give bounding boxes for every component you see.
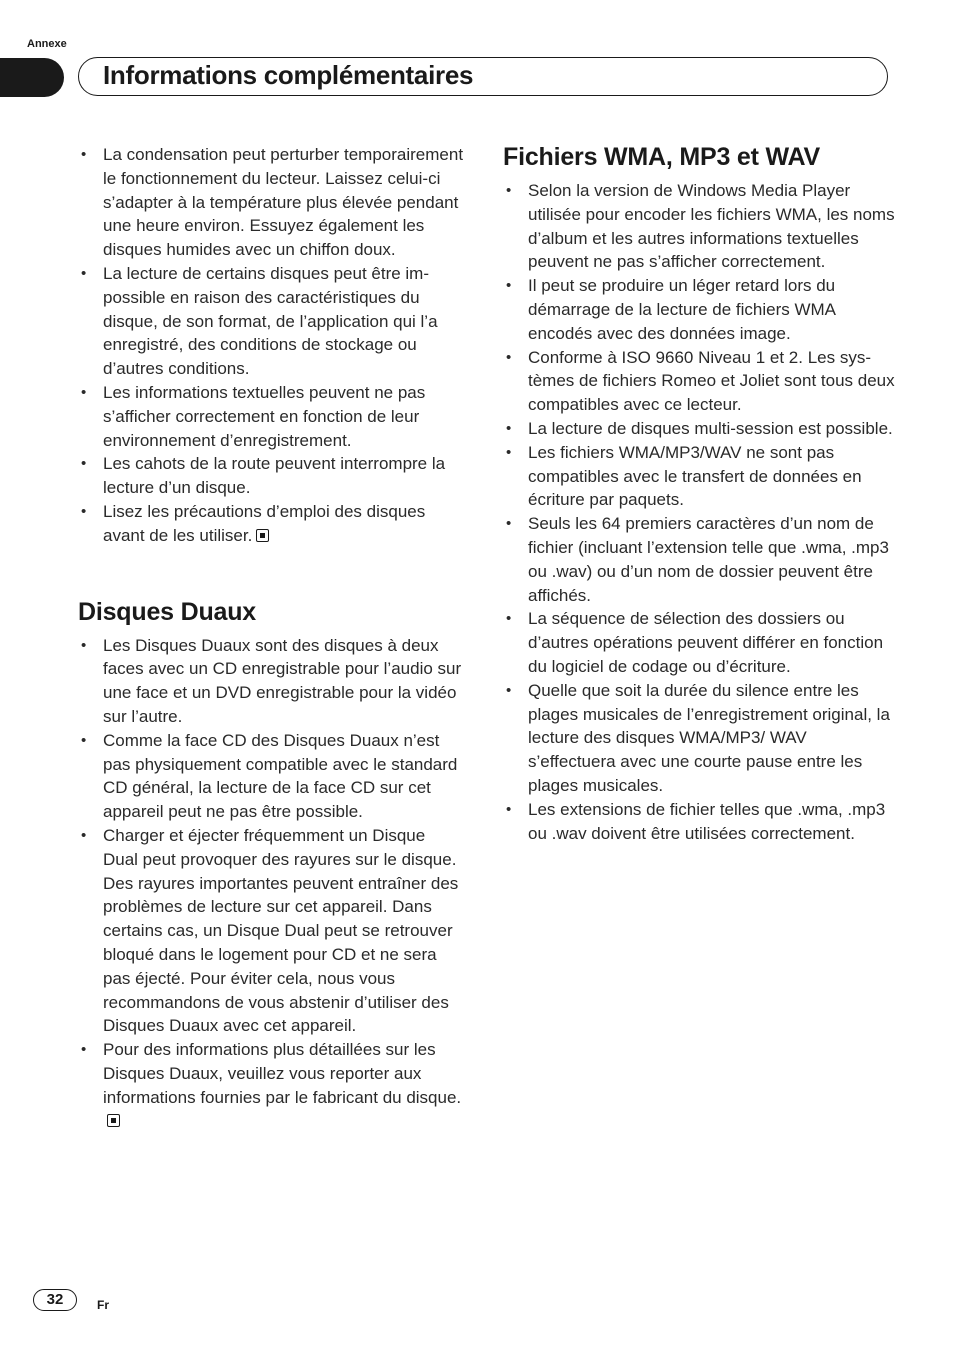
left-column: [78, 143, 464, 1133]
list-item-text: Les fichiers WMA/MP3/WAV ne sont pas compatibles avec le transfert de données en écriture par paquets.: [528, 442, 862, 510]
dual-discs-list: [78, 634, 464, 1134]
list-item: [78, 262, 464, 381]
bullet-icon: •: [506, 515, 512, 533]
list-item-text: Il peut se produire un léger retard lors du démarrage de la lecture de fichiers WMA encodés avec des données image.: [528, 276, 836, 343]
list-item-text: Lisez les précautions d’emploi des disques avant de les utiliser.: [103, 501, 426, 545]
bullet-icon: •: [506, 348, 512, 366]
bullet-icon: •: [81, 502, 87, 520]
section-tab-marker: [0, 58, 64, 97]
list-item-text: La condensation peut perturber temporairement le fonctionnement du lecteur. Laissez celui-ci s’adapter à la température plus élevée pendant une heure environ. Essuyez également les disques humides avec un chiffon doux.: [103, 145, 464, 260]
list-item-text: Charger et éjecter fréquemment un Disque Dual peut provoquer des rayures sur le disque. Des rayures importantes peuvent entraîner des problèmes de lecture sur cet appareil. Dans certains cas, un Disque Dual peut se retrouver bloqué dans le logement pour CD et ne sera pas éjecté. Pour éviter cela, nous vous recommandons de vous abstenir d’utiliser des Disques Duaux avec cet appareil.: [103, 825, 459, 1036]
files-list: [503, 179, 895, 845]
intro-list: [78, 143, 464, 548]
list-item: [503, 679, 895, 798]
bullet-icon: •: [81, 383, 87, 401]
end-of-section-icon: [256, 529, 269, 542]
bullet-icon: •: [506, 277, 512, 295]
list-item-text: Seuls les 64 premiers caractères d’un nom de fichier (incluant l’extension telle que .wma, .mp3 ou .wav) ou d’un nom de dossier peuvent être affichés.: [528, 514, 889, 605]
list-item-text: Selon la version de Windows Media Player utilisée pour encoder les fichiers WMA, les noms d’album et les autres informations textuelles peuvent ne pas s’afficher correctement.: [528, 181, 895, 272]
bullet-icon: •: [81, 636, 87, 654]
list-item-text: Quelle que soit la durée du silence entre les plages musicales de l’enregistrement original, la lecture des disques WMA/MP3/ WAV s’effectuera avec une courte pause entre les plages musicales.: [528, 680, 890, 795]
section-label: Annexe: [27, 38, 67, 50]
bullet-icon: •: [81, 146, 87, 163]
bullet-icon: •: [506, 681, 512, 699]
list-item: [78, 452, 464, 500]
list-item: [503, 179, 895, 274]
bullet-icon: •: [506, 610, 512, 628]
bullet-icon: •: [506, 443, 512, 461]
list-item-text: La séquence de sélection des dossiers ou d’autres opérations peuvent différer en fonction du logiciel de codage ou d’écriture.: [528, 609, 884, 676]
list-item: [78, 729, 464, 824]
files-heading: Fichiers WMA, MP3 et WAV: [503, 143, 821, 171]
list-item: [503, 798, 895, 846]
list-item-text: Comme la face CD des Disques Duaux n’est pas physiquement compatible avec le standard CD général, la lecture de la face CD sur cet appareil peut ne pas être possible.: [103, 730, 458, 822]
header-bar: [78, 57, 888, 96]
bullet-icon: •: [81, 455, 87, 473]
page-number: 32: [33, 1289, 77, 1311]
language-code: Fr: [97, 1298, 109, 1312]
list-item-text: Les Disques Duaux sont des disques à deux faces avec un CD enregistrable pour l’audio sur une face et un DVD enregistrable pour la vidéo sur l’autre.: [103, 635, 462, 726]
list-item-text: Pour des informations plus détaillées sur les Disques Duaux, veuillez vous reporter aux informations fournies par le fabricant du disque.: [103, 1040, 462, 1107]
bullet-icon: •: [81, 731, 87, 749]
bullet-icon: •: [506, 182, 512, 199]
list-item: [503, 346, 895, 417]
list-item: [78, 143, 464, 262]
list-item: [78, 500, 464, 548]
list-item-text: La lecture de certains disques peut être impossible en raison des caractéristiques du disque, de son format, de l’application qui l’a enregistré, des conditions de stockage ou d’autres conditions.: [103, 263, 438, 379]
dual-discs-heading: Disques Duaux: [78, 597, 257, 626]
list-item: [503, 607, 895, 678]
bullet-icon: •: [81, 1041, 87, 1059]
bullet-icon: •: [506, 419, 512, 437]
list-item-text: Les informations textuelles peuvent ne pas s’afficher correctement en fonction de leur environnement d’enregistrement.: [103, 382, 426, 450]
list-item-text: Les cahots de la route peuvent interrompre la lecture d’un disque.: [103, 454, 446, 498]
list-item: [78, 824, 464, 1038]
end-of-section-icon: [107, 1114, 120, 1127]
right-column: [503, 143, 895, 845]
list-item-text: Les extensions de fichier telles que .wma, .mp3 ou .wav doivent être utilisées correctement.: [528, 799, 886, 843]
list-item: [503, 274, 895, 345]
list-item: [78, 381, 464, 452]
list-item: [503, 512, 895, 607]
bullet-icon: •: [506, 800, 512, 818]
page-title: Informations complémentaires: [103, 60, 474, 90]
list-item: [503, 441, 895, 512]
list-item: [78, 1038, 464, 1133]
list-item-text: Conforme à ISO 9660 Niveau 1 et 2. Les systèmes de fichiers Romeo et Joliet sont tous deux compatibles avec ce lecteur.: [528, 347, 895, 415]
bullet-icon: •: [81, 264, 87, 282]
list-item: [78, 634, 464, 729]
list-item: [503, 417, 895, 441]
list-item-text: La lecture de disques multi-session est possible.: [528, 418, 893, 438]
bullet-icon: •: [81, 826, 87, 844]
